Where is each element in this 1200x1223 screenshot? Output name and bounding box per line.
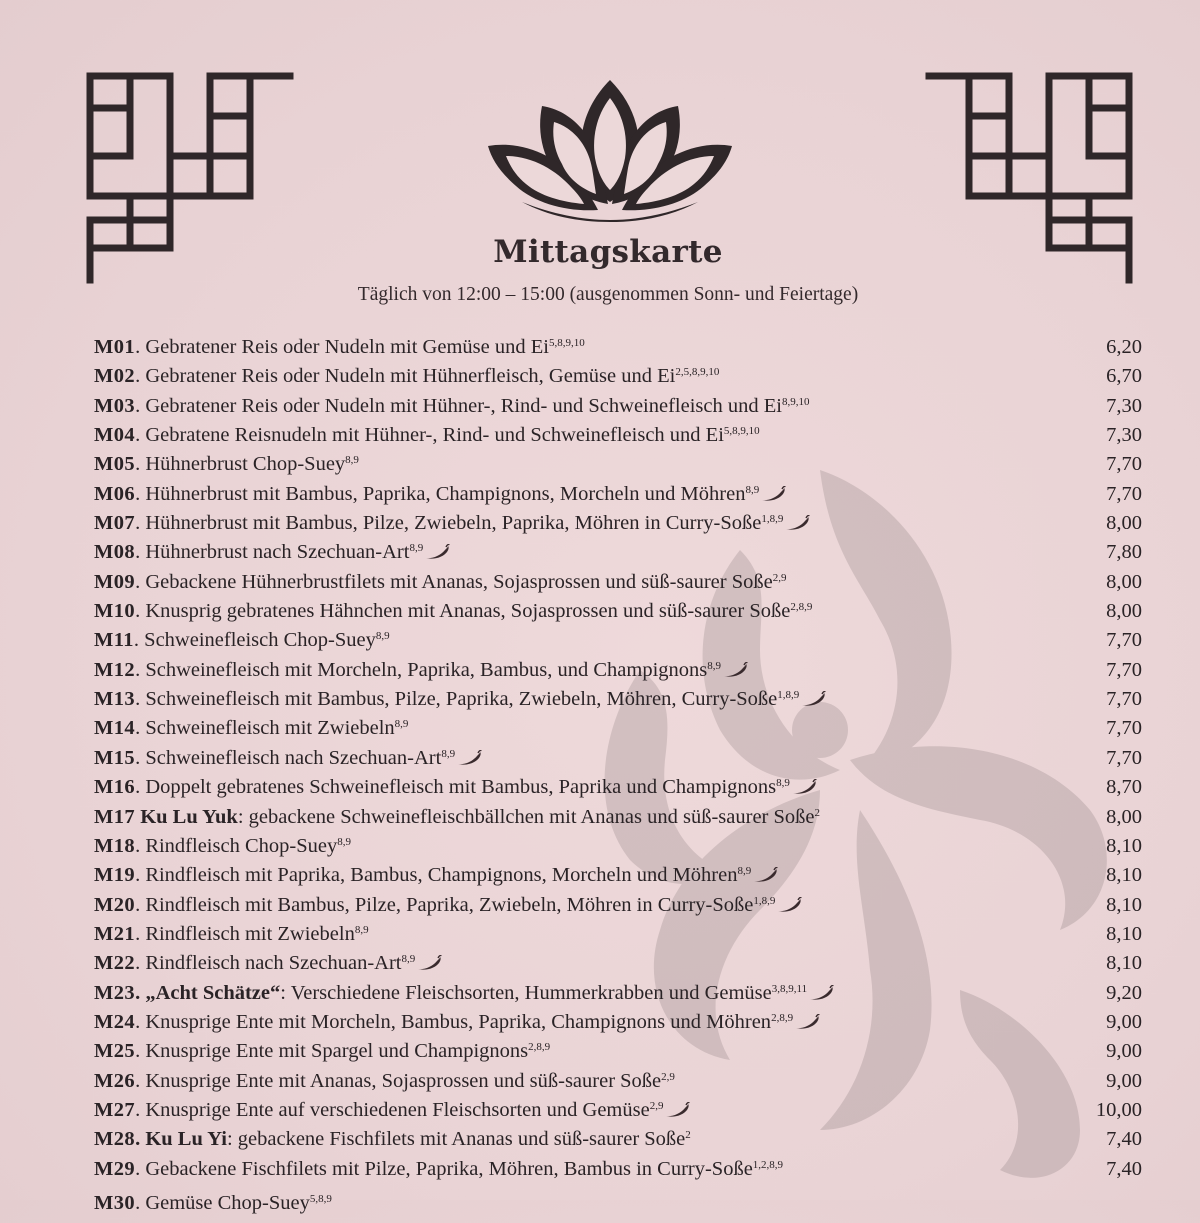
chili-icon (794, 1010, 820, 1026)
item-name: . Schweinefleisch Chop-Suey (133, 629, 376, 652)
item-code: M01 (94, 336, 136, 358)
item-code: M09 (94, 570, 136, 593)
menu-item-m04 (94, 421, 1142, 450)
item-price: 8,10 (1106, 952, 1142, 975)
menu-item-m22 (94, 949, 1142, 978)
item-dish-name: Ku Lu Yuk (135, 805, 238, 828)
item-allergens: 1,2,8,9 (752, 1158, 784, 1171)
item-allergens: 2,8,9 (790, 601, 813, 614)
item-code: M05 (94, 453, 136, 476)
item-dish-name: . „Acht Schätze“ (135, 981, 281, 1004)
item-allergens: 8,9 (345, 454, 359, 467)
item-name: . Knusprig gebratenes Hähnchen mit Ananas, Sojasprossen und süß-saurer Soße (135, 600, 791, 623)
item-name: : Verschiedene Fleischsorten, Hummerkrabben und Gemüse (280, 981, 772, 1004)
chili-icon (800, 687, 826, 703)
item-name: . Knusprige Ente mit Ananas, Sojasprossen und süß-saurer Soße (135, 1069, 662, 1092)
menu-item-m18 (94, 832, 1142, 861)
chili-icon (776, 893, 802, 909)
menu-item-m27 (94, 1096, 1142, 1125)
item-price: 7,30 (1106, 394, 1142, 417)
item-allergens: 2 (814, 806, 820, 819)
item-allergens: 1,8,9 (753, 894, 776, 907)
page-title: Mittagskarte (493, 234, 723, 270)
item-code: M06 (94, 482, 136, 505)
item-code: M15 (94, 746, 136, 769)
chili-icon (808, 981, 834, 997)
item-price: 8,00 (1106, 805, 1142, 828)
item-allergens: 8,9 (745, 483, 760, 496)
menu-item-m12 (94, 656, 1142, 685)
item-price: 9,00 (1106, 1069, 1142, 1092)
menu-item-m20 (94, 891, 1142, 920)
page-subtitle: Täglich von 12:00 – 15:00 (ausgenommen Sonn- und Feiertage) (357, 284, 859, 305)
item-price: 8,10 (1106, 922, 1142, 945)
item-price: 8,10 (1106, 834, 1142, 857)
menu-item-m10 (94, 597, 1142, 626)
menu-item-m14 (94, 714, 1142, 743)
item-name: . Knusprige Ente mit Morcheln, Bambus, Paprika, Champignons und Möhren (135, 1010, 772, 1033)
item-dish-name: . Ku Lu Yi (135, 1128, 227, 1151)
item-allergens: 2,8,9 (528, 1041, 551, 1054)
menu-item-m11 (94, 626, 1142, 655)
item-code: M11 (94, 629, 134, 652)
item-price: 7,70 (1106, 453, 1142, 476)
item-code: M28 (94, 1128, 136, 1151)
item-allergens: 2 (685, 1129, 691, 1142)
chili-icon (722, 658, 748, 674)
item-price: 8,00 (1106, 570, 1142, 593)
item-name: . Gebratener Reis oder Nudeln mit Hühnerfleisch, Gemüse und Ei (135, 365, 676, 388)
item-allergens: 8,9 (409, 542, 424, 555)
item-name: . Hühnerbrust Chop-Suey (135, 453, 346, 476)
item-code: M19 (94, 864, 136, 887)
chili-icon (752, 863, 778, 879)
item-allergens: 2,5,8,9,10 (675, 366, 720, 379)
item-price: 9,20 (1106, 981, 1142, 1004)
chili-icon (456, 746, 482, 762)
item-code: M30 (94, 1192, 136, 1214)
item-code: M20 (94, 893, 136, 916)
item-price: 6,20 (1106, 336, 1142, 358)
menu-list (94, 333, 1142, 1184)
item-price: 7,30 (1106, 424, 1142, 447)
item-allergens: 8,9,10 (781, 395, 810, 408)
lotus-icon (482, 76, 738, 222)
item-price: 8,10 (1106, 864, 1142, 887)
item-code: M08 (94, 541, 136, 564)
item-name: . Gebratener Reis oder Nudeln mit Gemüse und Ei (135, 336, 549, 358)
item-allergens: 2,8,9 (771, 1011, 794, 1024)
menu-item-m05 (94, 450, 1142, 479)
menu-item-m08 (94, 538, 1142, 567)
item-allergens: 1,8,9 (777, 689, 800, 702)
item-name: . Gebackene Fischfilets mit Pilze, Paprika, Möhren, Bambus in Curry-Soße (135, 1157, 753, 1180)
item-name: : gebackene Fischfilets mit Ananas und süß-saurer Soße (226, 1128, 686, 1151)
menu-item-m13 (94, 685, 1142, 714)
item-code: M10 (94, 600, 136, 623)
item-name: . Rindfleisch nach Szechuan-Art (135, 952, 402, 975)
item-name: . Gebratener Reis oder Nudeln mit Hühner-, Rind- und Schweinefleisch und Ei (135, 394, 782, 417)
menu-item-m21 (94, 920, 1142, 949)
item-allergens: 8,9 (441, 747, 456, 760)
item-code: M12 (94, 658, 136, 681)
item-code: M16 (94, 776, 136, 799)
item-price: 8,00 (1106, 512, 1142, 535)
item-price: 7,40 (1106, 1157, 1142, 1180)
item-name: . Rindfleisch mit Bambus, Pilze, Paprika, Zwiebeln, Möhren in Curry-Soße (135, 893, 754, 916)
item-price: 10,00 (1095, 1098, 1142, 1121)
item-allergens: 8,9 (776, 777, 790, 790)
item-name: . Knusprige Ente auf verschiedenen Fleischsorten und Gemüse (135, 1098, 650, 1121)
item-name: . Rindfleisch mit Zwiebeln (135, 922, 355, 945)
item-name: . Gemüse Chop-Suey (135, 1192, 310, 1214)
menu-item-m28 (94, 1125, 1142, 1154)
menu-item-m02 (94, 362, 1142, 391)
menu-item-m25 (94, 1037, 1142, 1066)
item-allergens: 1,8,9 (761, 513, 784, 526)
item-name: . Rindfleisch mit Paprika, Bambus, Champignons, Morcheln und Möhren (135, 864, 738, 887)
menu-item-m06 (94, 480, 1142, 509)
item-allergens: 5,8,9,10 (548, 337, 585, 349)
item-code: M24 (94, 1010, 136, 1033)
item-code: M26 (94, 1069, 136, 1092)
item-allergens: 8,9 (337, 835, 351, 848)
item-code: M18 (94, 834, 136, 857)
item-code: M17 (94, 805, 136, 828)
item-name: . Schweinefleisch mit Zwiebeln (135, 717, 395, 740)
item-price: 7,70 (1106, 629, 1142, 652)
item-name: . Hühnerbrust nach Szechuan-Art (135, 541, 410, 564)
item-allergens: 2,9 (772, 571, 787, 584)
item-allergens: 5,8,9 (309, 1193, 332, 1205)
item-allergens: 8,9 (401, 953, 416, 966)
item-name: . Schweinefleisch mit Bambus, Pilze, Paprika, Zwiebeln, Möhren, Curry-Soße (135, 688, 778, 711)
item-code: M22 (94, 952, 136, 975)
item-name: . Hühnerbrust mit Bambus, Paprika, Champignons, Morcheln und Möhren (135, 482, 746, 505)
menu-item-m15 (94, 744, 1142, 773)
chili-icon (791, 775, 817, 791)
item-name: . Rindfleisch Chop-Suey (135, 834, 338, 857)
menu-item-m03 (94, 392, 1142, 421)
item-allergens: 8,9 (737, 865, 752, 878)
chili-icon (424, 540, 450, 556)
item-name: . Gebackene Hühnerbrustfilets mit Ananas, Sojasprossen und süß-saurer Soße (135, 570, 773, 593)
item-price: 6,70 (1106, 365, 1142, 388)
item-code: M29 (94, 1157, 136, 1180)
chili-icon (784, 511, 810, 527)
menu-item-m26 (94, 1067, 1142, 1096)
item-name: . Hühnerbrust mit Bambus, Pilze, Zwiebeln, Paprika, Möhren in Curry-Soße (135, 512, 762, 535)
item-price: 7,40 (1106, 1128, 1142, 1151)
item-code: M21 (94, 922, 136, 945)
menu-item-cut-off (94, 1183, 332, 1223)
menu-item-m29 (94, 1155, 1142, 1184)
item-code: M25 (94, 1040, 136, 1063)
item-code: M02 (94, 365, 136, 388)
item-name: . Doppelt gebratenes Schweinefleisch mit Bambus, Paprika und Champignons (135, 776, 777, 799)
item-name: . Knusprige Ente mit Spargel und Champignons (135, 1040, 529, 1063)
item-price: 7,70 (1106, 688, 1142, 711)
menu-item-m09 (94, 568, 1142, 597)
menu-item-m17 (94, 803, 1142, 832)
item-price: 8,10 (1106, 893, 1142, 916)
menu-item-m23 (94, 979, 1142, 1008)
item-allergens: 8,9 (394, 718, 409, 731)
item-price: 7,70 (1106, 482, 1142, 505)
item-allergens: 2,9 (661, 1070, 675, 1083)
item-price: 8,00 (1106, 600, 1142, 623)
item-price: 8,70 (1106, 776, 1142, 799)
item-name: . Schweinefleisch mit Morcheln, Paprika, Bambus, und Champignons (135, 658, 708, 681)
item-allergens: 3,8,9,11 (771, 982, 808, 995)
menu-item-m19 (94, 861, 1142, 890)
item-code: M23 (94, 981, 136, 1004)
chili-icon (664, 1098, 690, 1114)
item-code: M03 (94, 394, 136, 417)
item-name: . Schweinefleisch nach Szechuan-Art (135, 746, 442, 769)
menu-item-m01 (94, 333, 1142, 362)
item-code: M07 (94, 512, 136, 535)
item-allergens: 8,9 (707, 659, 722, 672)
item-price: 9,00 (1106, 1010, 1142, 1033)
menu-item-m07 (94, 509, 1142, 538)
item-allergens: 5,8,9,10 (723, 425, 760, 438)
item-allergens: 2,9 (649, 1099, 664, 1112)
item-price: 7,80 (1106, 541, 1142, 564)
item-code: M27 (94, 1098, 136, 1121)
menu-item-m16 (94, 773, 1142, 802)
item-code: M13 (94, 688, 136, 711)
chili-icon (416, 951, 442, 967)
item-name: . Gebratene Reisnudeln mit Hühner-, Rind- und Schweinefleisch und Ei (135, 424, 724, 447)
item-allergens: 8,9 (375, 630, 390, 643)
chili-icon (760, 482, 786, 498)
item-name: : gebackene Schweinefleischbällchen mit Ananas und süß-saurer Soße (237, 805, 815, 828)
menu-item-m24 (94, 1008, 1142, 1037)
item-price: 7,70 (1106, 658, 1142, 681)
item-price: 7,70 (1106, 746, 1142, 769)
item-price: 9,00 (1106, 1040, 1142, 1063)
item-allergens: 8,9 (354, 923, 369, 936)
item-code: M14 (94, 717, 136, 740)
item-price: 7,70 (1106, 717, 1142, 740)
item-code: M04 (94, 424, 136, 447)
